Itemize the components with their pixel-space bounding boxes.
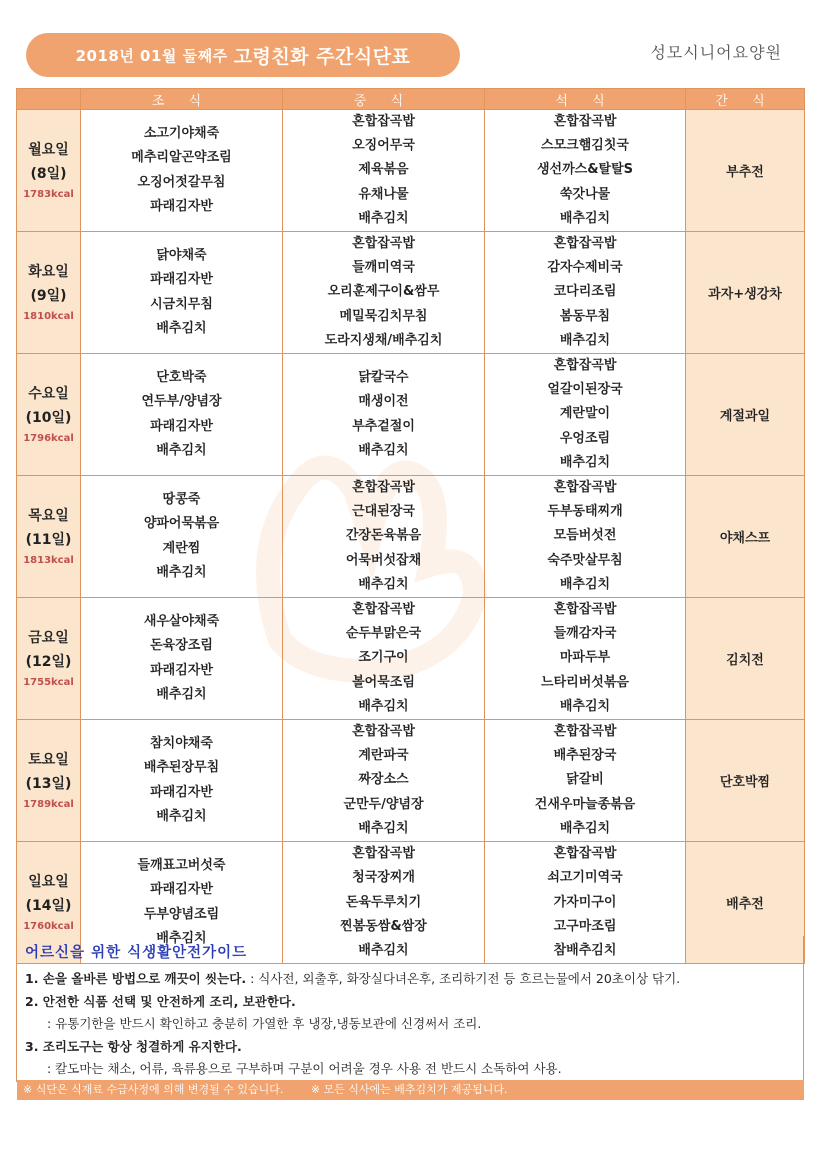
breakfast-item: 배추김치 — [156, 442, 207, 458]
guide-item-2 — [25, 992, 296, 1010]
day-date: (8일) — [30, 165, 67, 182]
breakfast-item: 메추리알곤약조림 — [131, 150, 232, 166]
breakfast-item: 땅콩죽 — [162, 492, 201, 508]
header-dinner: 석 식 — [485, 89, 686, 110]
lunch-item: 조기구이 — [358, 650, 409, 666]
day-row — [17, 476, 805, 598]
footer-note-1: ※ 식단은 식재료 수급사정에 의해 변경될 수 있습니다. — [23, 1083, 284, 1096]
lunch-item: 어묵버섯잡채 — [345, 552, 422, 568]
breakfast-item: 배추김치 — [156, 930, 207, 946]
day-date: (9일) — [30, 287, 67, 304]
snack-cell: 부추전 — [686, 110, 805, 232]
lunch-item: 간장돈육볶음 — [345, 528, 422, 544]
lunch-item: 혼합잡곡밥 — [352, 724, 415, 740]
lunch-item: 근대된장국 — [352, 504, 415, 520]
breakfast-item: 오징어젓갈무침 — [137, 174, 226, 190]
day-name: 일요일 — [28, 873, 69, 890]
day-name: 목요일 — [28, 507, 69, 524]
dinner-item: 스모크햄김칫국 — [541, 138, 629, 154]
lunch-item: 돈육두루치기 — [345, 894, 422, 910]
breakfast-item: 참치야채죽 — [150, 736, 213, 752]
breakfast-item: 양파어묵볶음 — [143, 516, 220, 532]
dinner-item: 참배추김치 — [553, 942, 617, 958]
safety-guide — [16, 936, 804, 1082]
breakfast-item: 배추된장무침 — [143, 760, 220, 776]
breakfast-item: 파래김자반 — [150, 662, 213, 678]
weekly-menu-table — [16, 88, 805, 964]
lunch-cell — [283, 354, 485, 476]
lunch-item: 순두부맑은국 — [345, 626, 422, 642]
lunch-item: 혼합잡곡밥 — [352, 236, 415, 252]
lunch-item: 혼합잡곡밥 — [352, 114, 415, 129]
day-name: 금요일 — [28, 629, 69, 646]
dinner-item: 혼합잡곡밥 — [553, 358, 617, 374]
dinner-item: 혼합잡곡밥 — [553, 724, 617, 740]
guide-item-3-detail: : 칼도마는 채소, 어류, 육류용으로 구부하며 구분이 어려울 경우 사용 전 반드시 소독하여 사용. — [47, 1061, 562, 1076]
day-kcal: 1810kcal — [23, 310, 74, 322]
dinner-item: 가자미구이 — [553, 894, 617, 910]
dinner-item: 혼합잡곡밥 — [553, 114, 617, 129]
dinner-item: 배추김치 — [559, 820, 611, 836]
lunch-item: 매생이전 — [358, 394, 409, 410]
snack-cell: 배추전 — [686, 842, 805, 964]
dinner-item: 혼합잡곡밥 — [553, 846, 617, 862]
dinner-item: 건새우마늘종볶음 — [534, 796, 636, 812]
day-kcal: 1760kcal — [23, 920, 74, 932]
day-cell — [17, 354, 81, 476]
header-snack: 간 식 — [686, 89, 805, 110]
title-main: 고령친화 주간식단표 — [233, 45, 411, 68]
dinner-cell — [485, 110, 686, 232]
breakfast-item: 배추김치 — [156, 564, 207, 580]
lunch-item: 배추김치 — [358, 942, 409, 958]
guide-item-3 — [25, 1037, 242, 1055]
breakfast-item: 연두부/양념장 — [141, 394, 222, 410]
title-prefix: 2018년 01월 둘째주 — [75, 46, 228, 65]
guide-item-2-detail: : 유통기한을 반드시 확인하고 충분히 가열한 후 냉장,냉동보관에 신경써서 조리. — [47, 1016, 482, 1031]
day-date: (10일) — [25, 409, 72, 426]
footer-note-2: ※ 모든 식사에는 배추김치가 제공됩니다. — [310, 1083, 508, 1096]
header-breakfast: 조 식 — [81, 89, 283, 110]
footer-notice — [17, 1080, 804, 1100]
breakfast-cell — [81, 476, 283, 598]
dinner-item: 배추김치 — [559, 576, 611, 592]
snack-cell: 야채스프 — [686, 476, 805, 598]
lunch-item: 메밀묵김치무침 — [339, 308, 428, 324]
breakfast-item: 파래김자반 — [150, 272, 213, 288]
dinner-item: 배추김치 — [559, 698, 611, 714]
lunch-item: 찐봄동쌈&쌈장 — [340, 918, 427, 934]
day-cell — [17, 598, 81, 720]
breakfast-item: 배추김치 — [156, 808, 207, 824]
breakfast-cell — [81, 110, 283, 232]
dinner-cell — [485, 476, 686, 598]
day-date: (14일) — [25, 897, 72, 914]
day-row — [17, 598, 805, 720]
lunch-item: 배추김치 — [358, 820, 409, 836]
dinner-item: 얼갈이된장국 — [547, 382, 623, 398]
breakfast-cell — [81, 598, 283, 720]
dinner-item: 배추된장국 — [553, 748, 617, 764]
day-date: (13일) — [25, 775, 72, 792]
lunch-item: 들깨미역국 — [352, 260, 415, 276]
day-row — [17, 232, 805, 354]
lunch-item: 배추김치 — [358, 698, 409, 714]
dinner-item: 배추김치 — [559, 332, 611, 348]
dinner-item: 혼합잡곡밥 — [553, 236, 617, 252]
dinner-item: 쑥갓나물 — [559, 186, 611, 202]
lunch-item: 혼합잡곡밥 — [352, 480, 415, 496]
dinner-item: 쇠고기미역국 — [547, 870, 623, 886]
snack-cell: 계절과일 — [686, 354, 805, 476]
lunch-cell — [283, 476, 485, 598]
breakfast-item: 파래김자반 — [150, 784, 213, 800]
menu-body — [17, 110, 805, 964]
breakfast-cell — [81, 354, 283, 476]
guide-item-1-detail: : 식사전, 외출후, 화장실다녀온후, 조리하기전 등 흐르는물에서 20초이상 닦기. — [246, 971, 681, 986]
dinner-item: 마파두부 — [559, 650, 611, 666]
day-cell — [17, 110, 81, 232]
lunch-item: 계란파국 — [358, 748, 409, 764]
lunch-item: 배추김치 — [358, 442, 409, 458]
day-row — [17, 110, 805, 232]
lunch-cell — [283, 598, 485, 720]
dinner-item: 모듬버섯전 — [553, 528, 617, 544]
day-name: 월요일 — [28, 141, 69, 158]
dinner-cell — [485, 720, 686, 842]
day-date: (11일) — [25, 531, 72, 548]
day-kcal: 1755kcal — [23, 676, 74, 688]
breakfast-item: 계란찜 — [162, 540, 201, 556]
day-kcal: 1813kcal — [23, 554, 74, 566]
dinner-item: 두부동태찌개 — [547, 504, 623, 520]
dinner-item: 우엉조림 — [559, 430, 611, 446]
breakfast-item: 배추김치 — [156, 320, 207, 336]
lunch-item: 군만두/양념장 — [343, 796, 424, 812]
lunch-item: 부추겉절이 — [352, 418, 415, 434]
dinner-item: 배추김치 — [559, 210, 611, 226]
lunch-item: 유채나물 — [358, 186, 409, 202]
dinner-item: 봄동무침 — [559, 308, 611, 324]
breakfast-item: 돈육장조림 — [150, 638, 213, 654]
dinner-item: 혼합잡곡밥 — [553, 480, 617, 496]
header-lunch: 중 식 — [283, 89, 485, 110]
facility-name: 성모시니어요양원 — [650, 43, 782, 62]
title-banner — [26, 33, 460, 77]
dinner-item: 고구마조림 — [553, 918, 617, 934]
guide-item-1 — [25, 969, 680, 987]
day-row — [17, 720, 805, 842]
breakfast-item: 파래김자반 — [150, 882, 213, 898]
dinner-item: 닭갈비 — [566, 772, 604, 788]
lunch-item: 혼합잡곡밥 — [352, 846, 415, 862]
dinner-item: 들깨감자국 — [553, 626, 617, 642]
breakfast-item: 닭야채죽 — [156, 248, 207, 264]
day-name: 토요일 — [28, 751, 69, 768]
lunch-item: 오리훈제구이&쌈무 — [327, 284, 440, 300]
breakfast-item: 소고기야채죽 — [143, 126, 220, 142]
dinner-item: 혼합잡곡밥 — [553, 602, 617, 618]
lunch-item: 볼어묵조림 — [352, 674, 415, 690]
snack-cell: 과자+생강차 — [686, 232, 805, 354]
dinner-item: 코다리조림 — [553, 284, 617, 300]
guide-item-1-heading: 1. 손을 올바른 방법으로 깨끗이 씻는다. — [25, 971, 247, 986]
menu-header-row — [17, 89, 805, 110]
lunch-item: 도라지생채/배추김치 — [324, 332, 443, 348]
lunch-cell — [283, 110, 485, 232]
dinner-item: 계란말이 — [559, 406, 611, 422]
day-name: 수요일 — [28, 385, 69, 402]
dinner-cell — [485, 232, 686, 354]
dinner-item: 감자수제비국 — [547, 260, 623, 276]
breakfast-item: 들깨표고버섯죽 — [137, 858, 226, 874]
guide-title: 어르신을 위한 식생활안전가이드 — [25, 945, 248, 961]
lunch-item: 혼합잡곡밥 — [352, 602, 415, 618]
lunch-item: 짜장소스 — [358, 772, 409, 788]
lunch-item: 배추김치 — [358, 576, 409, 592]
breakfast-item: 배추김치 — [156, 686, 207, 702]
day-kcal: 1796kcal — [23, 432, 74, 444]
day-kcal: 1783kcal — [23, 188, 74, 200]
day-cell — [17, 476, 81, 598]
breakfast-item: 파래김자반 — [150, 198, 213, 214]
breakfast-cell — [81, 232, 283, 354]
lunch-item: 오징어무국 — [352, 138, 415, 154]
breakfast-item: 두부양념조림 — [143, 906, 220, 922]
dinner-item: 생선까스&탈탈S — [536, 162, 634, 178]
guide-item-2-heading: 2. 안전한 식품 선택 및 안전하게 조리, 보관한다. — [25, 994, 296, 1009]
dinner-item: 느타리버섯볶음 — [541, 674, 629, 690]
lunch-cell — [283, 232, 485, 354]
header-day — [17, 89, 81, 110]
dinner-item: 배추김치 — [559, 454, 611, 470]
snack-cell: 단호박찜 — [686, 720, 805, 842]
breakfast-item: 시금치무침 — [150, 296, 213, 312]
breakfast-item: 파래김자반 — [150, 418, 213, 434]
lunch-item: 청국장찌개 — [352, 870, 415, 886]
day-kcal: 1789kcal — [23, 798, 74, 810]
day-date: (12일) — [25, 653, 72, 670]
day-cell — [17, 720, 81, 842]
breakfast-item: 단호박죽 — [156, 370, 207, 386]
lunch-item: 제육볶음 — [358, 162, 409, 178]
lunch-item: 배추김치 — [358, 210, 409, 226]
day-cell — [17, 232, 81, 354]
breakfast-cell — [81, 720, 283, 842]
lunch-cell — [283, 720, 485, 842]
dinner-item: 숙주맛살무침 — [547, 552, 623, 568]
dinner-cell — [485, 598, 686, 720]
snack-cell: 김치전 — [686, 598, 805, 720]
dinner-cell — [485, 354, 686, 476]
day-name: 화요일 — [28, 263, 69, 280]
guide-item-3-heading: 3. 조리도구는 항상 청결하게 유지한다. — [25, 1039, 242, 1054]
breakfast-item: 새우살야채죽 — [143, 614, 220, 630]
day-row — [17, 354, 805, 476]
lunch-item: 닭칼국수 — [358, 370, 409, 386]
